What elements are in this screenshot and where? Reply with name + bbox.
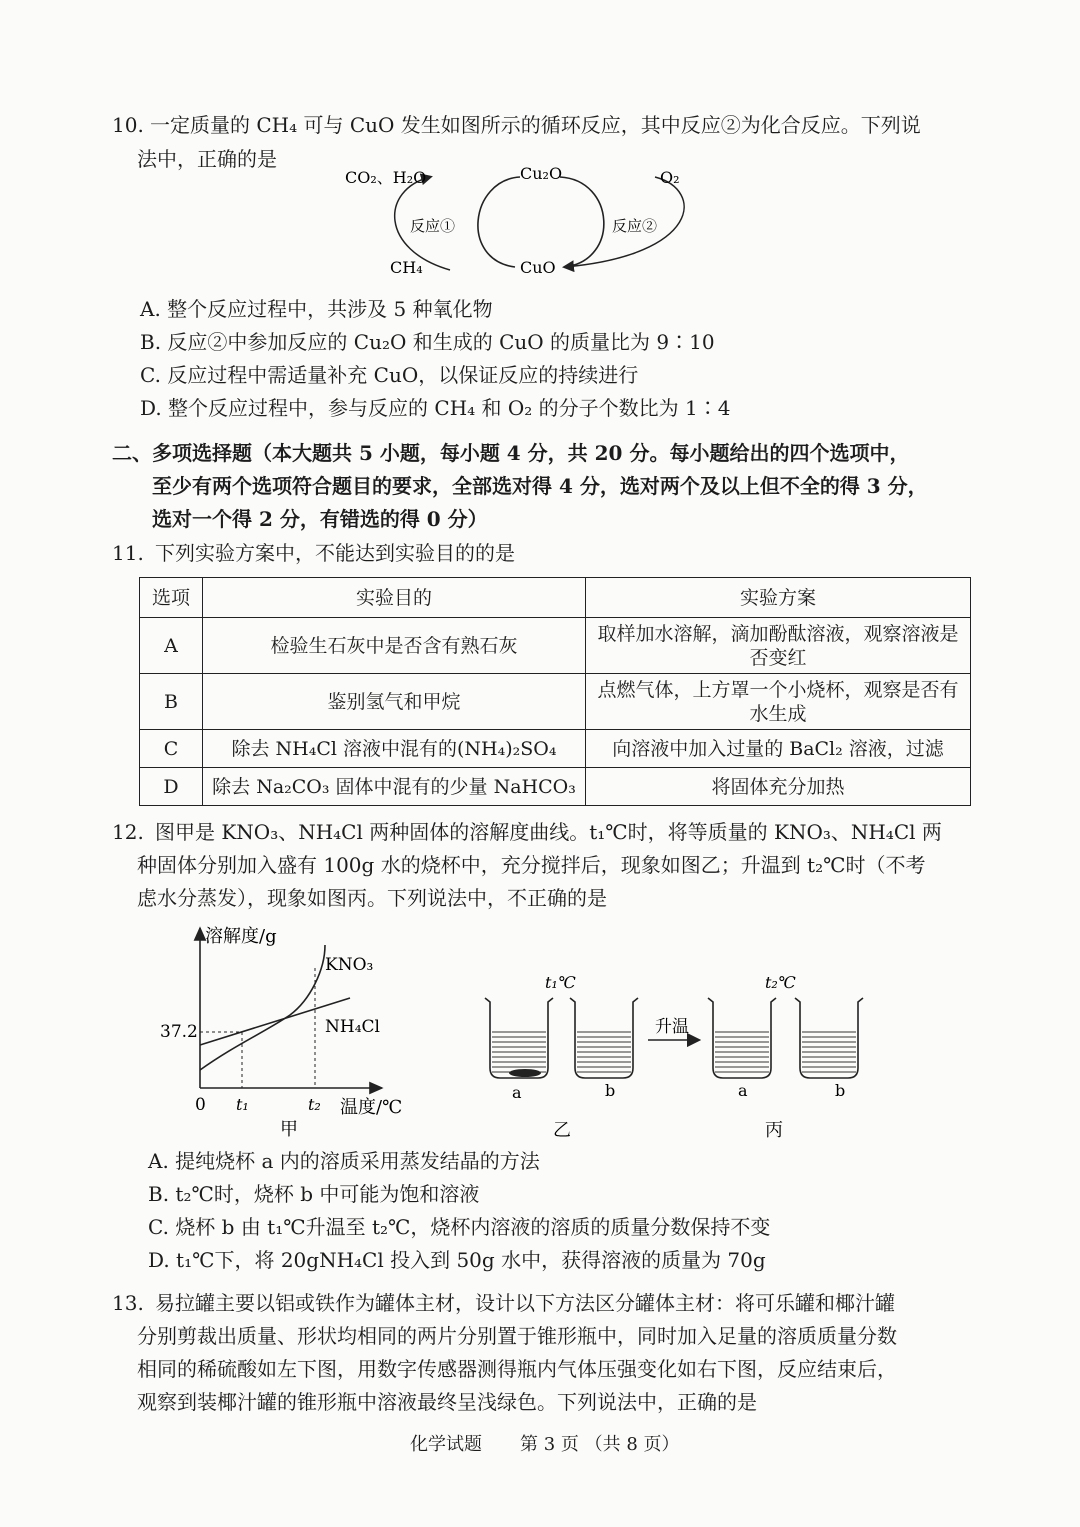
cuo-label: CuO bbox=[520, 258, 556, 277]
t2-label: t₂ bbox=[308, 1095, 321, 1114]
q12-stem-line3: 虑水分蒸发），现象如图丙。下列说法中，不正确的是 bbox=[137, 886, 607, 910]
q11-stem: 下列实验方案中，不能达到实验目的的是 bbox=[155, 541, 515, 565]
caption-yi: 乙 bbox=[553, 1120, 571, 1141]
beaker-a-yi-solution bbox=[492, 1030, 546, 1076]
q12-stem-line2: 种固体分别加入盛有 100g 水的烧杯中，充分搅拌后，现象如图乙；升温到 t₂℃时（不考 bbox=[137, 853, 926, 877]
solubility-chart bbox=[150, 920, 420, 1145]
q11-number: 11. bbox=[112, 541, 144, 565]
row-option: C bbox=[140, 730, 203, 768]
q12-stem-line1: 图甲是 KNO₃、NH₄Cl 两种固体的溶解度曲线。t₁℃时，将等质量的 KNO₃、NH₄Cl 两 bbox=[155, 820, 942, 844]
row-goal: 鉴别氢气和甲烷 bbox=[203, 674, 586, 730]
header-option: 选项 bbox=[140, 578, 203, 618]
t1-label: t₁ bbox=[236, 1095, 249, 1114]
beaker-b-yi-label: b bbox=[605, 1081, 616, 1100]
row-goal: 除去 Na₂CO₃ 固体中混有的少量 NaHCO₃ bbox=[203, 768, 586, 806]
q12-option-d: D. t₁℃下，将 20gNH₄Cl 投入到 50g 水中，获得溶液的质量为 70g bbox=[148, 1248, 766, 1272]
section2-line1: 二、多项选择题（本大题共 5 小题，每小题 4 分，共 20 分。每小题给出的四个选项中， bbox=[112, 441, 910, 465]
section2-line3: 选对一个得 2 分，有错选的得 0 分） bbox=[152, 507, 488, 531]
row-option: D bbox=[140, 768, 203, 806]
q12-option-b: B. t₂℃时，烧杯 b 中可能为饱和溶液 bbox=[148, 1182, 480, 1206]
cycle-diagram bbox=[330, 155, 710, 285]
q13-number: 13. bbox=[112, 1291, 144, 1315]
row-goal: 除去 NH₄Cl 溶液中混有的(NH₄)₂SO₄ bbox=[203, 730, 586, 768]
origin-label: 0 bbox=[195, 1095, 206, 1115]
row-option: B bbox=[140, 674, 203, 730]
beaker-a-yi-precipitate bbox=[509, 1069, 541, 1077]
nh4cl-label: NH₄Cl bbox=[325, 1017, 380, 1037]
beaker-figure bbox=[470, 960, 890, 1145]
caption-jia: 甲 bbox=[280, 1119, 298, 1140]
q12-number: 12. bbox=[112, 820, 144, 844]
q10-stem-line1: 一定质量的 CH₄ 可与 CuO 发生如图所示的循环反应，其中反应②为化合反应。下列说 bbox=[150, 113, 921, 137]
beaker-b-bing-solution bbox=[802, 1030, 856, 1076]
caption-bing: 丙 bbox=[765, 1120, 783, 1141]
row-goal: 检验生石灰中是否含有熟石灰 bbox=[203, 618, 586, 674]
center-arc-right bbox=[560, 177, 604, 267]
q10-number: 10. bbox=[112, 113, 144, 137]
center-arc-left bbox=[478, 177, 520, 267]
kno3-label: KNO₃ bbox=[325, 955, 374, 975]
beaker-b-bing-label: b bbox=[835, 1081, 846, 1100]
temp-t1-label: t₁℃ bbox=[545, 973, 576, 992]
table-row bbox=[140, 674, 971, 730]
temp-t2-label: t₂℃ bbox=[765, 973, 796, 992]
beaker-a-yi-label: a bbox=[512, 1083, 522, 1102]
row-plan: 点燃气体，上方罩一个小烧杯，观察是否有水生成 bbox=[586, 674, 971, 730]
q10-option-a: A. 整个反应过程中，共涉及 5 种氧化物 bbox=[140, 297, 493, 321]
q13-line3: 相同的稀硫酸如左下图，用数字传感器测得瓶内气体压强变化如右下图，反应结束后， bbox=[137, 1357, 897, 1381]
row-option: A bbox=[140, 618, 203, 674]
q13-line2: 分别剪裁出质量、形状均相同的两片分别置于锥形瓶中，同时加入足量的溶质质量分数 bbox=[137, 1324, 897, 1348]
y-axis-label: 溶解度/g bbox=[205, 926, 277, 947]
beaker-a-bing-label: a bbox=[738, 1081, 748, 1100]
o2-label: O₂ bbox=[660, 168, 680, 187]
y-mark-label: 37.2 bbox=[160, 1022, 198, 1042]
table-row bbox=[140, 618, 971, 674]
footer-page: 第 3 页 （共 8 页） bbox=[520, 1434, 680, 1455]
x-axis-label: 温度/℃ bbox=[340, 1097, 403, 1118]
ch4-label: CH₄ bbox=[390, 258, 423, 277]
q10-option-d: D. 整个反应过程中，参与反应的 CH₄ 和 O₂ 的分子个数比为 1∶4 bbox=[140, 396, 731, 420]
q10-option-b: B. 反应②中参加反应的 Cu₂O 和生成的 CuO 的质量比为 9∶10 bbox=[140, 330, 715, 354]
q10-stem-line2: 法中，正确的是 bbox=[137, 147, 277, 171]
footer-subject: 化学试题 bbox=[410, 1434, 482, 1455]
kno3-curve bbox=[200, 945, 325, 1070]
q13-line1: 易拉罐主要以铝或铁作为罐体主材，设计以下方法区分罐体主材：将可乐罐和椰汁罐 bbox=[155, 1291, 895, 1315]
q12-option-c: C. 烧杯 b 由 t₁℃升温至 t₂℃，烧杯内溶液的溶质的质量分数保持不变 bbox=[148, 1215, 771, 1239]
beaker-a-bing-solution bbox=[715, 1030, 769, 1076]
q10-option-c: C. 反应过程中需适量补充 CuO，以保证反应的持续进行 bbox=[140, 363, 639, 387]
cu2o-label: Cu₂O bbox=[520, 164, 563, 183]
row-plan: 取样加水溶解，滴加酚酞溶液，观察溶液是否变红 bbox=[586, 618, 971, 674]
row-plan: 将固体充分加热 bbox=[586, 768, 971, 806]
section2-line2: 至少有两个选项符合题目的要求，全部选对得 4 分，选对两个及以上但不全的得 3 分， bbox=[152, 474, 928, 498]
beaker-b-yi-solution bbox=[577, 1030, 631, 1076]
table-row bbox=[140, 730, 971, 768]
reaction1-label: 反应① bbox=[410, 217, 456, 235]
products-label: CO₂、H₂O bbox=[345, 168, 427, 187]
q13-line4: 观察到装椰汁罐的锥形瓶中溶液最终呈浅绿色。下列说法中，正确的是 bbox=[137, 1390, 757, 1414]
q12-option-a: A. 提纯烧杯 a 内的溶质采用蒸发结晶的方法 bbox=[148, 1149, 540, 1173]
reaction2-label: 反应② bbox=[612, 217, 658, 235]
table-row bbox=[140, 768, 971, 806]
table-header-row bbox=[140, 578, 971, 618]
row-plan: 向溶液中加入过量的 BaCl₂ 溶液，过滤 bbox=[586, 730, 971, 768]
header-goal: 实验目的 bbox=[203, 578, 586, 618]
heat-label: 升温 bbox=[655, 1017, 689, 1037]
header-plan: 实验方案 bbox=[586, 578, 971, 618]
q11-table bbox=[139, 577, 971, 806]
